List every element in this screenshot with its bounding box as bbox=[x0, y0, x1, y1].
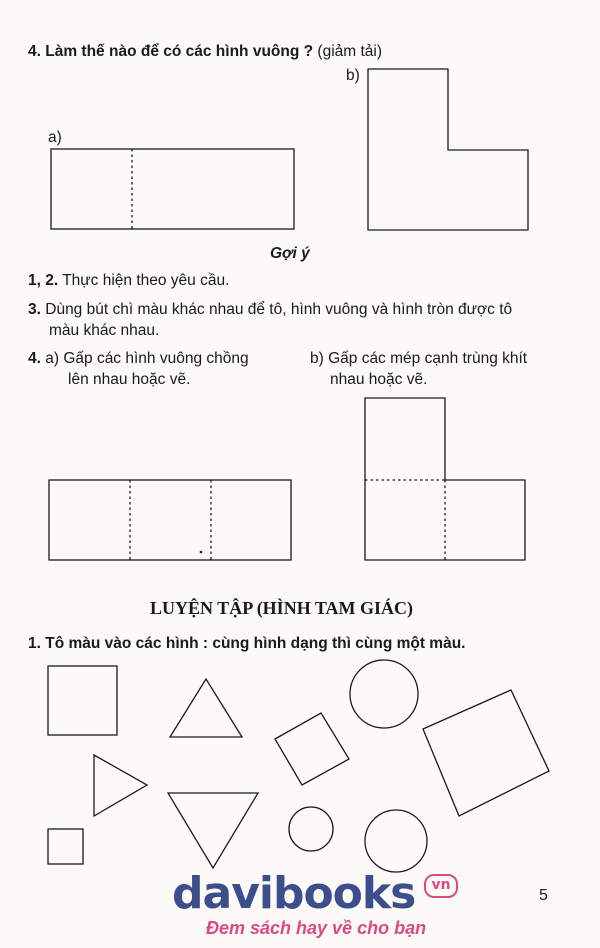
shape-square-rotated-1 bbox=[275, 713, 349, 785]
logo-vn-badge: vn bbox=[424, 874, 458, 898]
answer-1-2: 1, 2. Thực hiện theo yêu cầu. bbox=[28, 272, 230, 289]
label-a: a) bbox=[48, 129, 62, 146]
label-b: b) bbox=[346, 67, 360, 84]
figure-4a-rectangle bbox=[51, 149, 294, 229]
shape-triangle-2 bbox=[94, 755, 147, 816]
answer-3-line2: màu khác nhau. bbox=[49, 322, 160, 339]
section-title: LUYỆN TẬP (HÌNH TAM GIÁC) bbox=[150, 598, 414, 618]
answer-4b-line2: nhau hoặc vẽ. bbox=[330, 371, 428, 388]
shape-square-1 bbox=[48, 666, 117, 735]
logo-slogan: Đem sách hay về cho bạn bbox=[206, 918, 427, 938]
figure-4b-l-shape bbox=[368, 69, 528, 230]
answer-3-line1: 3. Dùng bút chì màu khác nhau để tô, hình vuông và hình tròn được tô bbox=[28, 301, 513, 318]
shape-triangle-1 bbox=[170, 679, 242, 737]
davibooks-logo: davibooks vn bbox=[172, 868, 415, 919]
shape-circle-2 bbox=[289, 807, 333, 851]
shape-square-2 bbox=[48, 829, 83, 864]
answer-4a-line2: lên nhau hoặc vẽ. bbox=[68, 371, 191, 388]
answer-4a-line1: 4. a) Gấp các hình vuông chồng bbox=[28, 350, 249, 367]
stray-dot bbox=[200, 551, 203, 554]
hint-title: Gợi ý bbox=[270, 245, 310, 262]
question-4-title: 4. Làm thế nào để có các hình vuông ? (giảm tải) bbox=[28, 43, 383, 60]
shape-circle-1 bbox=[350, 660, 418, 728]
shape-circle-3 bbox=[365, 810, 427, 872]
shape-square-rotated-2 bbox=[423, 690, 549, 816]
answer-4a-rectangle bbox=[49, 480, 291, 560]
page-number: 5 bbox=[539, 887, 548, 904]
exercise-1: 1. Tô màu vào các hình : cùng hình dạng thì cùng một màu. bbox=[28, 635, 466, 652]
answer-4b-line1: b) Gấp các mép cạnh trùng khít bbox=[310, 350, 528, 367]
shape-triangle-3 bbox=[168, 793, 258, 868]
